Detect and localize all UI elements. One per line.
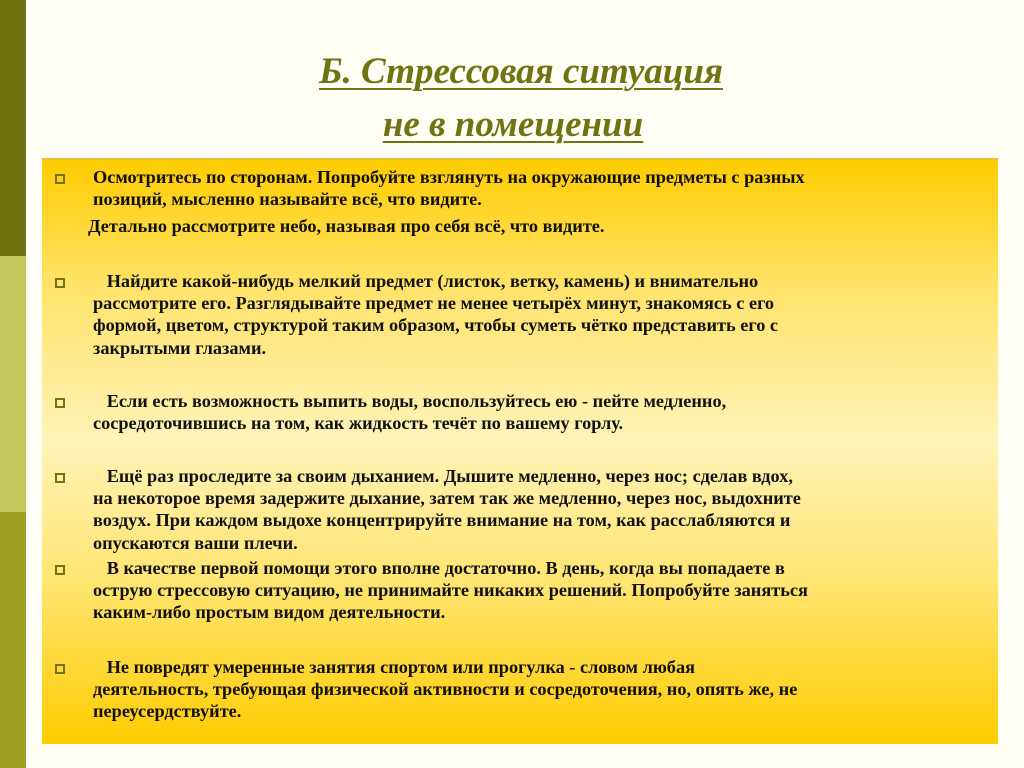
list-item (93, 656, 797, 723)
bullet-icon (55, 473, 65, 483)
bullet-icon (55, 174, 65, 184)
list-item-line: Если есть возможность выпить воды, воспользуйтесь ею - пейте медленно, (93, 391, 727, 411)
bullet-icon (55, 398, 65, 408)
list-item-line: рассмотрите его. Разглядывайте предмет не менее четырёх минут, знакомясь с его (93, 293, 775, 314)
list-item (93, 557, 808, 624)
list-item-line: Найдите какой-нибудь мелкий предмет (листок, ветку, камень) и внимательно (93, 271, 759, 291)
list-item-line: позиций, мысленно называйте всё, что видите. (93, 189, 482, 210)
slide (26, 0, 1024, 768)
slide-title-line-2: не в помещении (382, 104, 644, 145)
slide-title-line-1: Б. Стрессовая ситуация (319, 51, 723, 92)
content-box (42, 160, 998, 744)
list-item (93, 390, 726, 434)
list-item-line: переусердствуйте. (93, 701, 242, 722)
list-item-line: опускаются ваши плечи. (93, 532, 298, 553)
list-item-line: на некоторое время задержите дыхание, затем так же медленно, через нос, выдохните (93, 488, 801, 509)
list-item-line: воздух. При каждом выдохе концентрируйте внимание на том, как расслабляются и (93, 510, 791, 531)
bullet-icon (55, 278, 65, 288)
list-item-line: Не повредят умеренные занятия спортом или прогулка - словом любая (93, 657, 695, 677)
list-item-line: формой, цветом, структурой таким образом, чтобы суметь чётко представить его с (93, 315, 779, 336)
list-item-line: деятельность, требующая физической активности и сосредоточения, но, опять же, не (93, 679, 798, 700)
list-item (93, 270, 778, 359)
list-item-line: острую стрессовую ситуацию, не принимайте никаких решений. Попробуйте заняться (93, 580, 808, 601)
side-bar-middle (0, 256, 26, 512)
list-item-line: сосредоточившись на том, как жидкость течёт по вашему горлу. (93, 413, 624, 434)
list-item-line: В качестве первой помощи этого вполне достаточно. В день, когда вы попадаете в (93, 558, 785, 578)
side-bar-bottom (0, 512, 26, 768)
list-item (93, 465, 801, 554)
bullet-icon (55, 565, 65, 575)
list-item-line: Ещё раз проследите за своим дыханием. Дышите медленно, через нос; сделав вдох, (93, 466, 793, 486)
list-item-line: Детально рассмотрите небо, называя про себя всё, что видите. (88, 216, 605, 236)
list-item-line: закрытыми глазами. (93, 337, 267, 358)
list-item (93, 166, 805, 210)
bullet-icon (55, 664, 65, 674)
list-item-line: Осмотритесь по сторонам. Попробуйте взглянуть на окружающие предметы с разных (93, 167, 805, 187)
list-item (88, 215, 604, 237)
list-item-line: каким-либо простым видом деятельности. (93, 602, 446, 623)
